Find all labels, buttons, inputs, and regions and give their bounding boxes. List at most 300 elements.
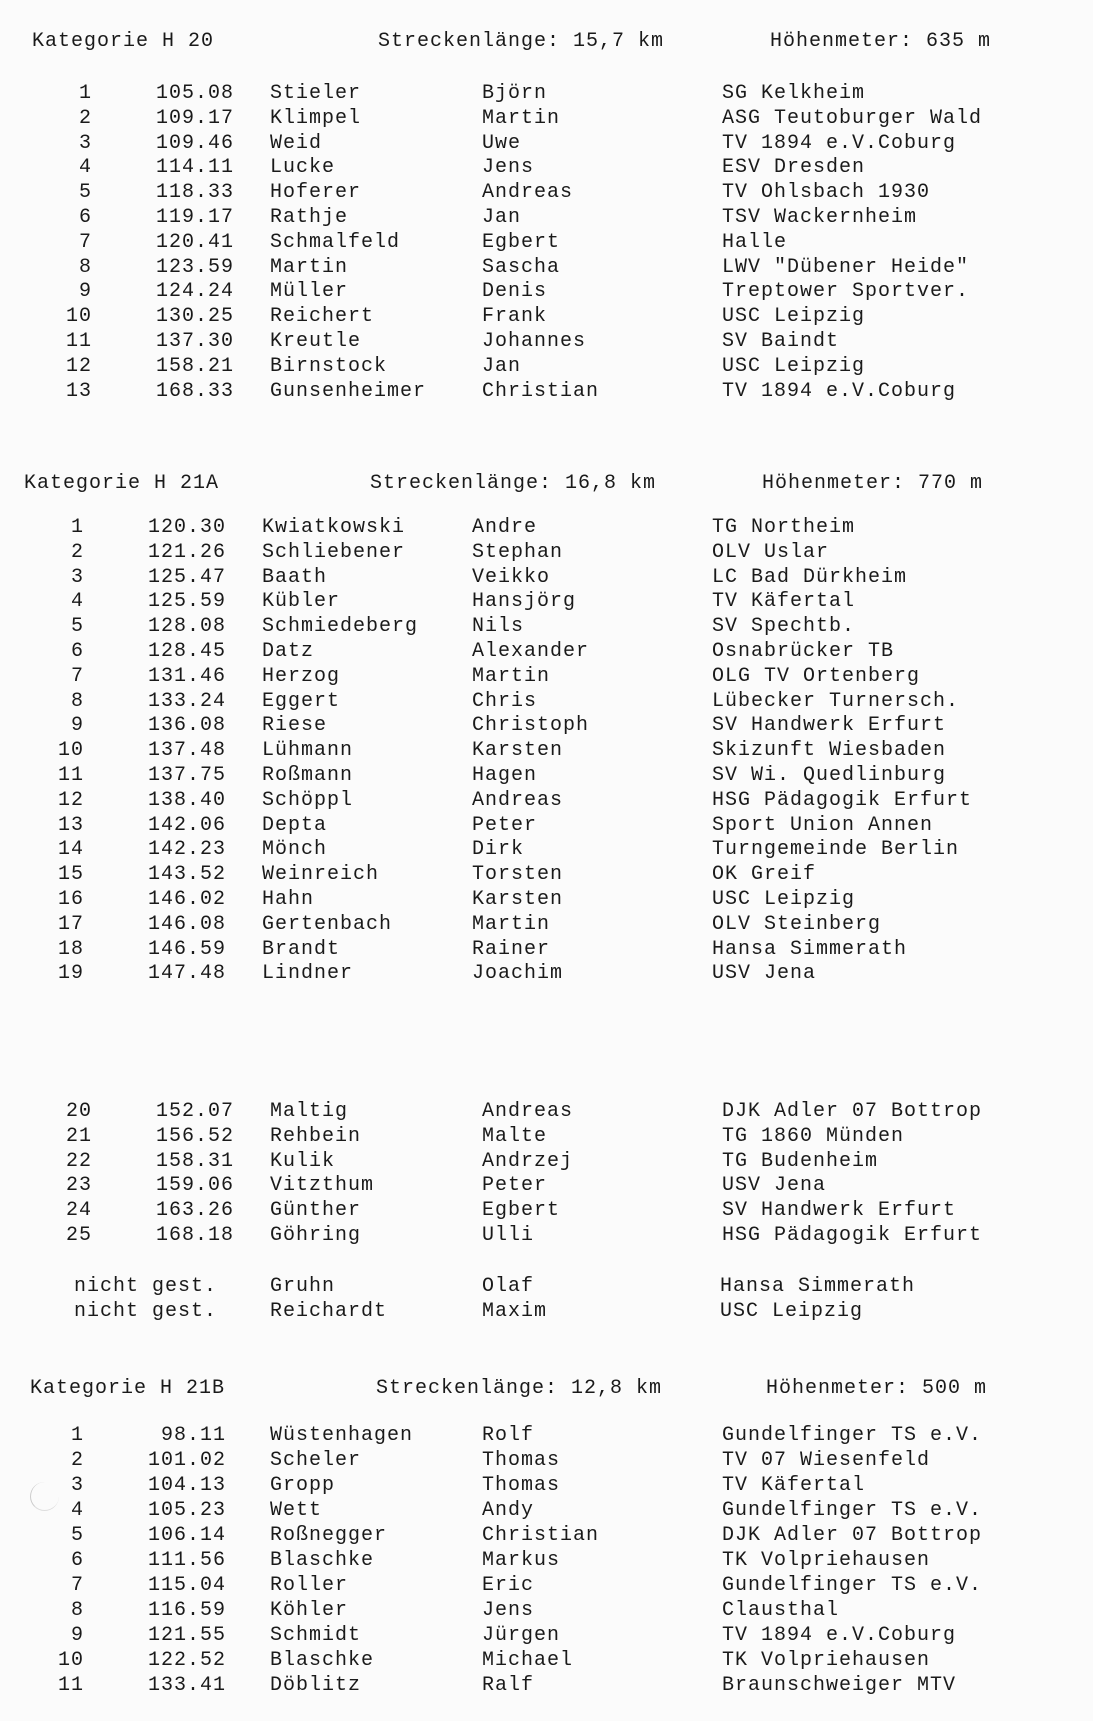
rank: 6 — [78, 206, 92, 229]
rank: 12 — [65, 354, 92, 378]
result-row — [0, 962, 1093, 987]
first-name: Rolf — [482, 1424, 535, 1447]
club: SV Baindt — [722, 330, 840, 353]
last-name: Maltig — [270, 1100, 349, 1123]
rank: 18 — [57, 937, 84, 961]
time: 109.17 — [155, 106, 234, 130]
last-name: Lindner — [262, 962, 354, 986]
club: USV Jena — [712, 962, 817, 986]
time: 125.59 — [147, 590, 226, 614]
first-name: Thomas — [482, 1474, 561, 1497]
rank: 8 — [70, 689, 84, 713]
result-row — [0, 231, 1093, 256]
club: OK Greif — [712, 863, 817, 887]
rank: 14 — [57, 838, 84, 862]
club: Hansa Simmerath — [720, 1275, 916, 1298]
club: USC Leipzig — [722, 305, 866, 329]
punch-hole-mark — [30, 1482, 59, 1511]
time: 101.02 — [147, 1449, 226, 1472]
first-name: Christian — [482, 379, 600, 403]
first-name: Hagen — [472, 764, 538, 787]
first-name: Jens — [482, 1599, 535, 1622]
result-row — [0, 132, 1093, 157]
rank: 7 — [70, 664, 84, 688]
time: 163.26 — [155, 1199, 234, 1223]
rank: 23 — [65, 1174, 92, 1198]
club: Sport Union Annen — [712, 813, 934, 837]
first-name: Michael — [482, 1649, 574, 1672]
first-name: Peter — [472, 813, 538, 837]
rank: 1 — [70, 1424, 84, 1447]
last-name: Herzog — [262, 664, 341, 688]
last-name: Schliebener — [262, 540, 406, 564]
time: 133.41 — [147, 1674, 226, 1697]
club: TV Ohlsbach 1930 — [722, 181, 931, 205]
last-name: Lucke — [270, 156, 336, 180]
first-name: Karsten — [472, 888, 564, 911]
club: TG 1860 Münden — [722, 1124, 905, 1148]
last-name: Weinreich — [262, 863, 380, 887]
result-row — [0, 888, 1093, 913]
last-name: Gertenbach — [262, 912, 393, 936]
last-name: Roßnegger — [270, 1524, 388, 1547]
first-name: Uwe — [482, 131, 522, 155]
first-name: Hansjörg — [472, 590, 577, 614]
elevation: Höhenmeter: 500 m — [766, 1377, 988, 1400]
last-name: Wett — [270, 1499, 323, 1522]
rank: 11 — [57, 1674, 84, 1697]
last-name: Martin — [270, 255, 349, 279]
time: 142.23 — [147, 838, 226, 862]
result-row — [0, 714, 1093, 739]
rank: 11 — [57, 764, 84, 787]
last-name: Vitzthum — [270, 1174, 375, 1198]
last-name: Hahn — [262, 888, 315, 911]
first-name: Eric — [482, 1574, 535, 1597]
time: 152.07 — [155, 1100, 234, 1123]
club: Braunschweiger MTV — [722, 1674, 957, 1697]
result-row — [0, 82, 1093, 107]
club: Clausthal — [722, 1599, 840, 1622]
rank: 19 — [57, 962, 84, 986]
first-name: Andy — [482, 1499, 535, 1522]
last-name: Kreutle — [270, 330, 362, 353]
result-row — [0, 1524, 1093, 1549]
club: TV Käfertal — [722, 1474, 866, 1497]
club: SV Spechtb. — [712, 615, 856, 639]
last-name: Mönch — [262, 838, 328, 862]
last-name: Günther — [270, 1199, 362, 1223]
result-row — [0, 739, 1093, 764]
last-name: Schmalfeld — [270, 230, 401, 254]
time: 168.18 — [155, 1224, 234, 1247]
result-row — [0, 305, 1093, 330]
status: nicht gest. — [74, 1300, 218, 1323]
result-row — [0, 1199, 1093, 1224]
last-name: Schmidt — [270, 1624, 362, 1647]
last-name: Blaschke — [270, 1549, 375, 1572]
time: 143.52 — [147, 863, 226, 887]
time: 121.55 — [147, 1624, 226, 1647]
club: SV Wi. Quedlinburg — [712, 764, 947, 787]
club: ASG Teutoburger Wald — [722, 106, 983, 130]
result-row — [0, 107, 1093, 132]
first-name: Karsten — [472, 739, 564, 763]
result-row — [0, 1474, 1093, 1499]
club: Treptower Sportver. — [722, 280, 970, 304]
result-row — [0, 615, 1093, 640]
time: 105.23 — [147, 1499, 226, 1522]
club: DJK Adler 07 Bottrop — [722, 1524, 983, 1547]
rank: 2 — [78, 106, 92, 130]
first-name: Christoph — [472, 714, 590, 738]
time: 106.14 — [147, 1524, 226, 1547]
club: Osnabrücker TB — [712, 640, 895, 663]
first-name: Ulli — [482, 1224, 535, 1247]
first-name: Nils — [472, 615, 525, 639]
elevation: Höhenmeter: 635 m — [770, 30, 992, 53]
result-row — [0, 1125, 1093, 1150]
first-name: Andreas — [482, 1100, 574, 1123]
result-row — [0, 640, 1093, 665]
last-name: Gropp — [270, 1474, 336, 1497]
time: 146.02 — [147, 888, 226, 911]
category-title: Kategorie H 21A — [24, 472, 220, 495]
result-row — [0, 1224, 1093, 1249]
rank: 9 — [70, 714, 84, 738]
time: 128.45 — [147, 640, 226, 663]
club: Gundelfinger TS e.V. — [722, 1499, 983, 1522]
result-row — [0, 1599, 1093, 1624]
rank: 21 — [65, 1124, 92, 1148]
time: 146.59 — [147, 937, 226, 961]
result-row — [0, 330, 1093, 355]
first-name: Johannes — [482, 330, 587, 353]
club: OLV Uslar — [712, 540, 830, 564]
result-row — [0, 789, 1093, 814]
last-name: Stieler — [270, 82, 362, 105]
rank: 3 — [78, 131, 92, 155]
club: SG Kelkheim — [722, 82, 866, 105]
club: Skizunft Wiesbaden — [712, 739, 947, 763]
first-name: Andrzej — [482, 1149, 574, 1173]
course-length: Streckenlänge: 16,8 km — [370, 472, 657, 495]
last-name: Göhring — [270, 1224, 362, 1247]
time: 111.56 — [147, 1549, 226, 1572]
first-name: Andreas — [472, 788, 564, 812]
result-row — [0, 1674, 1093, 1699]
club: Turngemeinde Berlin — [712, 838, 960, 862]
last-name: Scheler — [270, 1449, 362, 1472]
time: 159.06 — [155, 1174, 234, 1198]
first-name: Dirk — [472, 838, 525, 862]
rank: 2 — [70, 1449, 84, 1472]
rank: 7 — [70, 1574, 84, 1597]
rank: 8 — [70, 1599, 84, 1622]
club: Gundelfinger TS e.V. — [722, 1574, 983, 1597]
rank: 24 — [65, 1199, 92, 1223]
last-name: Reichert — [270, 305, 375, 329]
last-name: Reichardt — [270, 1300, 388, 1323]
result-row — [0, 938, 1093, 963]
first-name: Olaf — [482, 1275, 535, 1298]
first-name: Thomas — [482, 1449, 561, 1472]
rank: 12 — [57, 788, 84, 812]
not-started-row — [0, 1275, 1093, 1300]
time: 105.08 — [155, 82, 234, 105]
first-name: Ralf — [482, 1674, 535, 1697]
time: 115.04 — [147, 1574, 226, 1597]
club: TV 1894 e.V.Coburg — [722, 131, 957, 155]
first-name: Andre — [472, 516, 538, 539]
club: TV 1894 e.V.Coburg — [722, 379, 957, 403]
club: OLV Steinberg — [712, 912, 882, 936]
time: 146.08 — [147, 912, 226, 936]
club: LC Bad Dürkheim — [712, 565, 908, 589]
last-name: Rehbein — [270, 1124, 362, 1148]
result-row — [0, 814, 1093, 839]
last-name: Birnstock — [270, 354, 388, 378]
club: DJK Adler 07 Bottrop — [722, 1100, 983, 1123]
last-name: Gunsenheimer — [270, 379, 427, 403]
result-row — [0, 1150, 1093, 1175]
last-name: Schöppl — [262, 788, 354, 812]
last-name: Lühmann — [262, 739, 354, 763]
rank: 20 — [65, 1100, 92, 1123]
first-name: Markus — [482, 1549, 561, 1572]
first-name: Sascha — [482, 255, 561, 279]
rank: 9 — [78, 280, 92, 304]
result-row — [0, 690, 1093, 715]
first-name: Jürgen — [482, 1624, 561, 1647]
club: LWV "Dübener Heide" — [722, 255, 970, 279]
rank: 4 — [70, 1499, 84, 1522]
first-name: Björn — [482, 82, 548, 105]
first-name: Jens — [482, 156, 535, 180]
rank: 8 — [78, 255, 92, 279]
time: 120.41 — [155, 230, 234, 254]
rank: 1 — [70, 516, 84, 539]
rank: 25 — [65, 1224, 92, 1247]
last-name: Klimpel — [270, 106, 362, 130]
last-name: Blaschke — [270, 1649, 375, 1672]
club: TSV Wackernheim — [722, 206, 918, 229]
first-name: Frank — [482, 305, 548, 329]
time: 122.52 — [147, 1649, 226, 1672]
first-name: Christian — [482, 1524, 600, 1547]
time: 133.24 — [147, 689, 226, 713]
time: 118.33 — [155, 181, 234, 205]
last-name: Baath — [262, 565, 328, 589]
time: 109.46 — [155, 131, 234, 155]
club: TG Northeim — [712, 516, 856, 539]
result-row — [0, 1649, 1093, 1674]
rank: 15 — [57, 863, 84, 887]
club: SV Handwerk Erfurt — [712, 714, 947, 738]
last-name: Gruhn — [270, 1275, 336, 1298]
club: TK Volpriehausen — [722, 1649, 931, 1672]
category-title: Kategorie H 20 — [32, 30, 215, 53]
time: 114.11 — [155, 156, 234, 180]
rank: 5 — [78, 181, 92, 205]
club: USC Leipzig — [720, 1300, 864, 1323]
result-row — [0, 863, 1093, 888]
time: 158.31 — [155, 1149, 234, 1173]
club: USV Jena — [722, 1174, 827, 1198]
first-name: Jan — [482, 206, 522, 229]
club: HSG Pädagogik Erfurt — [712, 788, 973, 812]
first-name: Martin — [472, 912, 551, 936]
rank: 10 — [65, 305, 92, 329]
first-name: Egbert — [482, 1199, 561, 1223]
result-row — [0, 1624, 1093, 1649]
last-name: Depta — [262, 813, 328, 837]
last-name: Köhler — [270, 1599, 349, 1622]
time: 119.17 — [155, 206, 234, 229]
not-started-row — [0, 1300, 1093, 1325]
rank: 2 — [70, 540, 84, 564]
time: 156.52 — [155, 1124, 234, 1148]
first-name: Jan — [482, 354, 522, 378]
last-name: Roßmann — [262, 764, 354, 787]
first-name: Denis — [482, 280, 548, 304]
time: 147.48 — [147, 962, 226, 986]
first-name: Rainer — [472, 937, 551, 961]
last-name: Rathje — [270, 206, 349, 229]
rank: 22 — [65, 1149, 92, 1173]
rank: 1 — [78, 82, 92, 105]
rank: 3 — [70, 1474, 84, 1497]
rank: 9 — [70, 1624, 84, 1647]
category-header — [0, 1377, 1093, 1401]
time: 142.06 — [147, 813, 226, 837]
time: 116.59 — [147, 1599, 226, 1622]
result-row — [0, 913, 1093, 938]
last-name: Müller — [270, 280, 349, 304]
last-name: Döblitz — [270, 1674, 362, 1697]
club: Gundelfinger TS e.V. — [722, 1424, 983, 1447]
club: TG Budenheim — [722, 1149, 879, 1173]
result-row — [0, 355, 1093, 380]
club: SV Handwerk Erfurt — [722, 1199, 957, 1223]
status: nicht gest. — [74, 1275, 218, 1298]
result-row — [0, 566, 1093, 591]
result-row — [0, 1449, 1093, 1474]
club: Halle — [722, 230, 788, 254]
result-row — [0, 1174, 1093, 1199]
club: Hansa Simmerath — [712, 937, 908, 961]
time: 131.46 — [147, 664, 226, 688]
time: 137.75 — [147, 764, 226, 787]
last-name: Wüstenhagen — [270, 1424, 414, 1447]
first-name: Torsten — [472, 863, 564, 887]
first-name: Martin — [482, 106, 561, 130]
club: OLG TV Ortenberg — [712, 664, 921, 688]
last-name: Roller — [270, 1574, 349, 1597]
last-name: Schmiedeberg — [262, 615, 419, 639]
result-row — [0, 1549, 1093, 1574]
elevation: Höhenmeter: 770 m — [762, 472, 984, 495]
rank: 4 — [70, 590, 84, 614]
result-row — [0, 256, 1093, 281]
first-name: Veikko — [472, 565, 551, 589]
time: 130.25 — [155, 305, 234, 329]
rank: 6 — [70, 1549, 84, 1572]
club: TV 1894 e.V.Coburg — [722, 1624, 957, 1647]
rank: 16 — [57, 888, 84, 911]
time: 125.47 — [147, 565, 226, 589]
course-length: Streckenlänge: 12,8 km — [376, 1377, 663, 1400]
rank: 7 — [78, 230, 92, 254]
club: TV Käfertal — [712, 590, 856, 614]
result-row — [0, 1574, 1093, 1599]
last-name: Datz — [262, 640, 315, 663]
first-name: Joachim — [472, 962, 564, 986]
club: ESV Dresden — [722, 156, 866, 180]
result-row — [0, 156, 1093, 181]
result-row — [0, 838, 1093, 863]
last-name: Brandt — [262, 937, 341, 961]
first-name: Alexander — [472, 640, 590, 663]
rank: 13 — [57, 813, 84, 837]
result-row — [0, 541, 1093, 566]
time: 98.11 — [160, 1424, 226, 1447]
time: 121.26 — [147, 540, 226, 564]
rank: 5 — [70, 615, 84, 639]
category-header — [0, 30, 1093, 54]
time: 104.13 — [147, 1474, 226, 1497]
first-name: Chris — [472, 689, 538, 713]
time: 138.40 — [147, 788, 226, 812]
club: HSG Pädagogik Erfurt — [722, 1224, 983, 1247]
last-name: Kwiatkowski — [262, 516, 406, 539]
rank: 5 — [70, 1524, 84, 1547]
last-name: Kübler — [262, 590, 341, 614]
result-row — [0, 380, 1093, 405]
first-name: Peter — [482, 1174, 548, 1198]
time: 137.48 — [147, 739, 226, 763]
first-name: Egbert — [482, 230, 561, 254]
time: 123.59 — [155, 255, 234, 279]
category-header — [0, 472, 1093, 496]
result-row — [0, 1100, 1093, 1125]
rank: 3 — [70, 565, 84, 589]
first-name: Andreas — [482, 181, 574, 205]
result-row — [0, 665, 1093, 690]
first-name: Martin — [472, 664, 551, 688]
time: 136.08 — [147, 714, 226, 738]
time: 124.24 — [155, 280, 234, 304]
time: 158.21 — [155, 354, 234, 378]
first-name: Stephan — [472, 540, 564, 564]
rank: 11 — [65, 330, 92, 353]
result-row — [0, 206, 1093, 231]
result-row — [0, 280, 1093, 305]
first-name: Maxim — [482, 1300, 548, 1323]
category-title: Kategorie H 21B — [30, 1377, 226, 1400]
course-length: Streckenlänge: 15,7 km — [378, 30, 665, 53]
rank: 6 — [70, 640, 84, 663]
time: 168.33 — [155, 379, 234, 403]
club: Lübecker Turnersch. — [712, 689, 960, 713]
last-name: Weid — [270, 131, 323, 155]
result-row — [0, 516, 1093, 541]
rank: 10 — [57, 739, 84, 763]
result-row — [0, 590, 1093, 615]
first-name: Malte — [482, 1124, 548, 1148]
club: TV 07 Wiesenfeld — [722, 1449, 931, 1472]
club: USC Leipzig — [722, 354, 866, 378]
